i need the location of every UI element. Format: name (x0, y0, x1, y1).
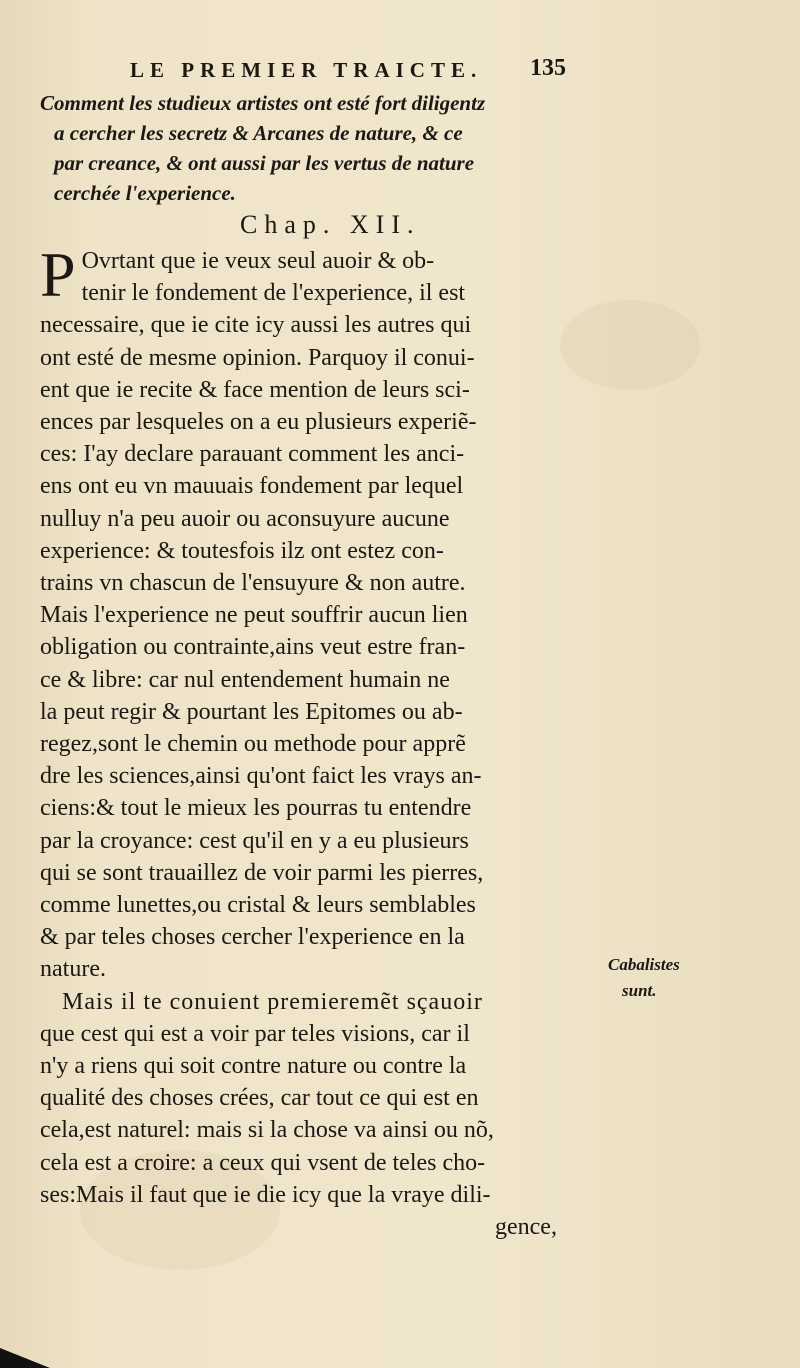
text-line: tenir le fondement de l'experience, il est (81, 280, 466, 307)
chapter-heading: Chap. XII. (240, 210, 421, 239)
text-line: ences par lesqueles on a eu plusieurs experiẽ- (40, 409, 477, 436)
text-line: Mais l'experience ne peut souffrir aucun lien (40, 602, 468, 629)
text-line: Ovrtant que ie veux seul auoir & ob- (81, 248, 435, 274)
text-line: ent que ie recite & face mention de leurs sci- (40, 376, 470, 403)
summary-line: a cercher les secretz & Arcanes de nature, & ce (54, 121, 463, 145)
text-line: nulluy n'a peu auoir ou aconsuyure aucune (40, 505, 450, 532)
text-line: cela,est naturel: mais si la chose va ainsi ou nõ, (40, 1117, 494, 1144)
text-line: comme lunettes,ou cristal & leurs semblables (40, 892, 476, 919)
text-line: qui se sont trauaillez de voir parmi les pierres, (40, 859, 484, 886)
margin-note-line: sunt. (622, 981, 657, 1000)
catchword: gence, (495, 1214, 557, 1241)
text-line: qualité des choses crées, car tout ce qui est en (40, 1085, 479, 1112)
page-number: 135 (530, 55, 566, 81)
text-line: par la croyance: cest qu'il en y a eu plusieurs (40, 827, 469, 854)
page-corner-shadow (0, 1318, 50, 1368)
text-line: dre les sciences,ainsi qu'ont faict les vrays an- (40, 763, 482, 790)
text-line: obligation ou contrainte,ains veut estre fran- (40, 634, 466, 661)
text-line: cela est a croire: a ceux qui vsent de teles cho- (40, 1149, 486, 1176)
text-line: nature. (40, 956, 106, 983)
text-line: la peut regir & pourtant les Epitomes ou ab- (40, 698, 463, 725)
margin-note (608, 952, 728, 1004)
text-line: ens ont eu vn mauuais fondement par lequel (40, 473, 464, 500)
text-line: trains vn chascun de l'ensuyure & non autre. (40, 570, 466, 597)
summary-line: Comment les studieux artistes ont esté fort diligentz (40, 91, 486, 115)
summary-line: par creance, & ont aussi par les vertus de nature (54, 151, 475, 175)
dropcap: P (40, 239, 76, 310)
text-line: ont esté de mesme opinion. Parquoy il conui- (40, 344, 475, 371)
text-line: necessaire, que ie cite icy aussi les autres qui (40, 312, 472, 339)
text-line: que cest qui est a voir par teles visions, car il (40, 1020, 470, 1047)
margin-note-line: Cabalistes (608, 955, 680, 974)
text-line: n'y a riens qui soit contre nature ou contre la (40, 1053, 467, 1080)
text-line: Mais il te conuient premieremẽt sçauoir (62, 988, 483, 1015)
chapter-summary (40, 88, 640, 208)
text-line: ses:Mais il faut que ie die icy que la vraye dili- (40, 1181, 491, 1208)
running-head: LE PREMIER TRAICTE. (130, 58, 483, 82)
text-line: & par teles choses cercher l'experience en la (40, 924, 465, 951)
summary-line: cerchée l'experience. (54, 181, 236, 205)
text-line: experience: & toutesfois ilz ont estez con- (40, 537, 444, 564)
text-line: ce & libre: car nul entendement humain ne (40, 666, 450, 693)
text-line: ces: I'ay declare parauant comment les anci- (40, 441, 465, 468)
text-line: regez,sont le chemin ou methode pour apprẽ (40, 731, 466, 758)
text-line: ciens:& tout le mieux les pourras tu entendre (40, 795, 472, 822)
body-text (40, 239, 600, 1243)
